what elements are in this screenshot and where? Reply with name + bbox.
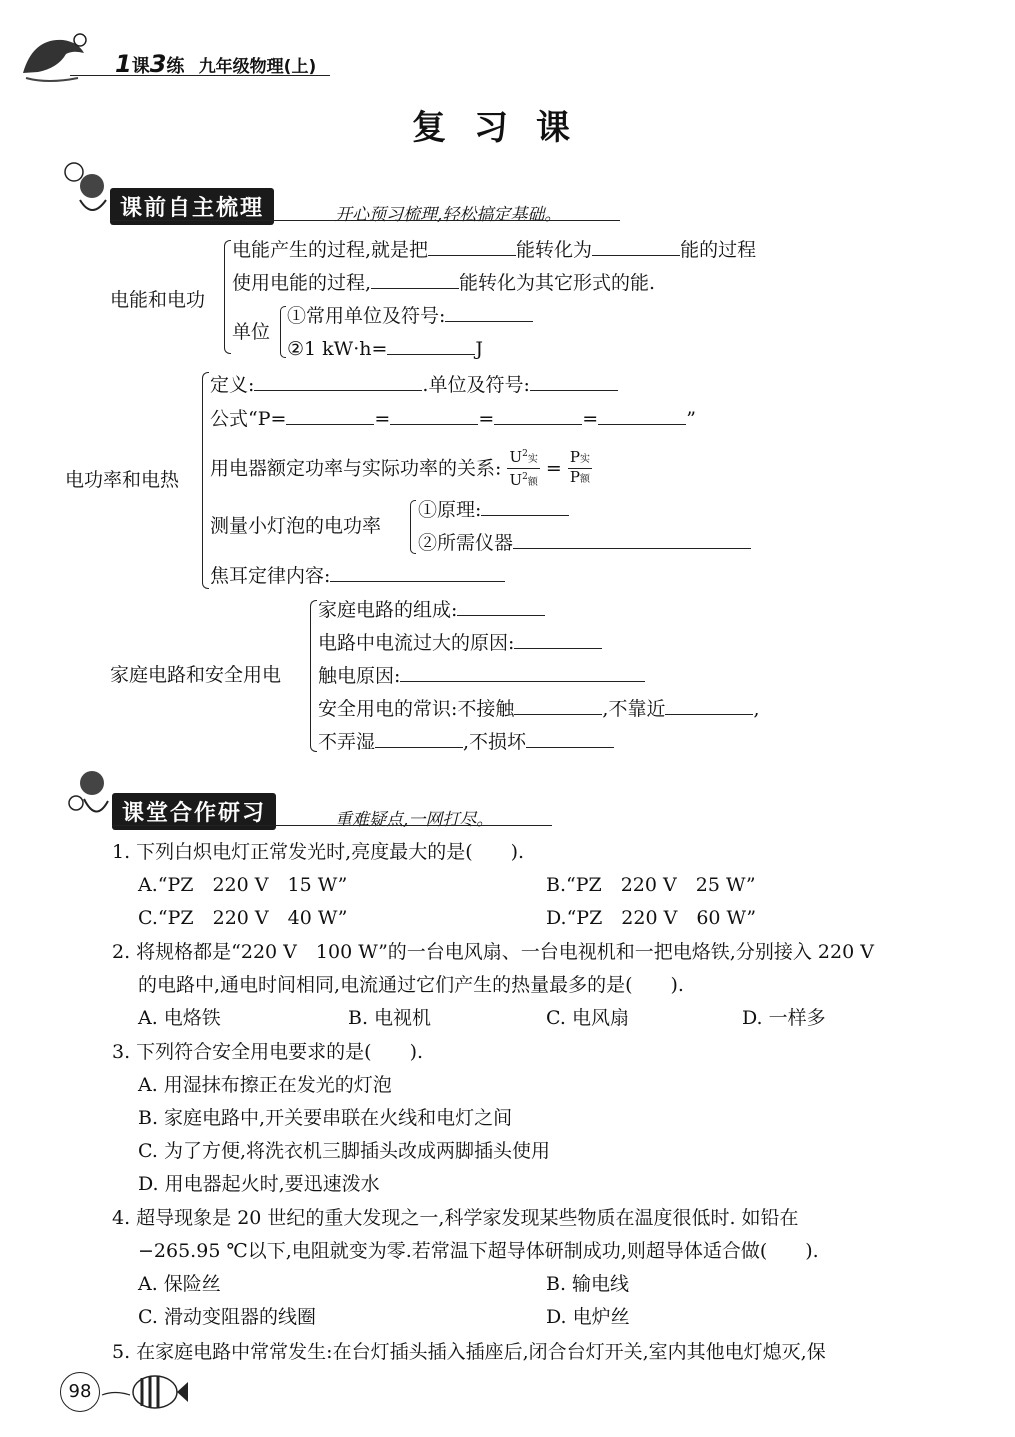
footer-fish-icon bbox=[100, 1370, 190, 1415]
group1-unit-label: 单位 bbox=[232, 321, 271, 343]
q2-option-d: D. 一样多 bbox=[742, 1007, 826, 1029]
section1-banner: 课前自主梳理 bbox=[110, 188, 274, 225]
group3-line4: 安全用电的常识:不接触 ,不靠近 , bbox=[318, 698, 760, 720]
group1-unit-brace bbox=[280, 306, 286, 358]
group3-brace bbox=[310, 600, 317, 752]
q4-option-d: D. 电炉丝 bbox=[546, 1306, 630, 1328]
q2-option-a: A. 电烙铁 bbox=[138, 1007, 221, 1029]
q3-option-c: C. 为了方便,将洗衣机三脚插头改成两脚插头使用 bbox=[138, 1140, 550, 1162]
group2-measure: 测量小灯泡的电功率 bbox=[210, 515, 382, 537]
q4-stem-line2: −265.95 ℃以下,电阻就变为零.若常温下超导体研制成功,则超导体适合做( ). bbox=[138, 1240, 819, 1262]
section2-rule bbox=[112, 825, 552, 826]
group2-label: 电功率和电热 bbox=[65, 469, 180, 491]
section2-banner: 课堂合作研习 bbox=[112, 793, 276, 830]
q1-option-d: D.“PZ 220 V 60 W” bbox=[546, 907, 757, 929]
group2-joule: 焦耳定律内容: bbox=[210, 563, 505, 588]
page-number: 98 bbox=[68, 1381, 92, 1402]
group2-measure-brace bbox=[410, 500, 416, 554]
group1-brace bbox=[224, 240, 231, 354]
page-number-badge bbox=[60, 1372, 100, 1412]
group3-line5: 不弄湿 ,不损坏 bbox=[318, 729, 614, 754]
q4-option-c: C. 滑动变阻器的线圈 bbox=[138, 1306, 316, 1328]
group2-formula: 公式“P= = = = ” bbox=[210, 408, 696, 430]
section1-mascot-icon bbox=[60, 160, 115, 220]
page-title: 复习课 bbox=[412, 108, 598, 148]
q1-option-c: C.“PZ 220 V 40 W” bbox=[138, 907, 348, 929]
group1-unit2: ②1 kW·h= J bbox=[287, 338, 484, 360]
header-brand: 1课3练 九年级物理(上) bbox=[115, 50, 317, 78]
header-rule bbox=[70, 75, 330, 76]
section2-slogan: 重难疑点,一网打尽。 bbox=[335, 810, 494, 830]
q4-stem-line1: 4. 超导现象是 20 世纪的重大发现之一,科学家发现某些物质在温度很低时. 如铅在 bbox=[112, 1207, 799, 1229]
q4-option-b: B. 输电线 bbox=[546, 1273, 630, 1295]
section2-mascot-icon bbox=[62, 765, 117, 825]
group1-label: 电能和电功 bbox=[110, 289, 206, 311]
q2-option-c: C. 电风扇 bbox=[546, 1007, 629, 1029]
header-course: 九年级物理(上) bbox=[198, 57, 317, 77]
group2-def: 定义: .单位及符号: bbox=[210, 372, 618, 397]
group2-measure2: ②所需仪器 bbox=[418, 530, 751, 555]
section1-slogan: 开心预习梳理,轻松搞定基础。 bbox=[335, 205, 562, 225]
q4-option-a: A. 保险丝 bbox=[138, 1273, 221, 1295]
q3-option-a: A. 用湿抹布擦正在发光的灯泡 bbox=[138, 1074, 392, 1096]
group1-line1: 电能产生的过程,就是把 能转化为 能的过程 bbox=[232, 239, 757, 261]
group2-brace bbox=[202, 372, 209, 589]
group3-line1: 家庭电路的组成: bbox=[318, 597, 545, 622]
q2-stem-line2: 的电路中,通电时间相同,电流通过它们产生的热量最多的是( ). bbox=[138, 974, 684, 996]
group1-unit1: ①常用单位及符号: bbox=[287, 303, 533, 328]
header-logo-dolphin-icon bbox=[18, 28, 88, 88]
group3-line3: 触电原因: bbox=[318, 663, 645, 688]
voltage-ratio: $\frac{U^2实}{U^2额}$ bbox=[509, 448, 538, 489]
group1-line2: 使用电能的过程, 能转化为其它形式的能. bbox=[232, 272, 656, 294]
group3-label: 家庭电路和安全用电 bbox=[110, 664, 282, 686]
group2-measure1: ①原理: bbox=[418, 497, 569, 522]
section1-rule bbox=[110, 220, 620, 221]
q3-stem: 3. 下列符合安全用电要求的是( ). bbox=[112, 1041, 424, 1063]
q1-option-b: B.“PZ 220 V 25 W” bbox=[546, 874, 756, 896]
q2-stem-line1: 2. 将规格都是“220 V 100 W”的一台电风扇、一台电视机和一把电烙铁,分别接入 220 V bbox=[112, 941, 874, 963]
group2-relation: 用电器额定功率与实际功率的关系: $\frac{U^2实}{U^2额}$ = $\frac{\text{P实}}{\text{P额}}$ bbox=[210, 448, 590, 489]
q3-option-d: D. 用电器起火时,要迅速泼水 bbox=[138, 1173, 380, 1195]
q3-option-b: B. 家庭电路中,开关要串联在火线和电灯之间 bbox=[138, 1107, 513, 1129]
group3-line2: 电路中电流过大的原因: bbox=[318, 630, 602, 655]
power-ratio: $\frac{\text{P实}}{\text{P额}}$ bbox=[569, 448, 590, 486]
q2-option-b: B. 电视机 bbox=[348, 1007, 432, 1029]
q5-stem-line1: 5. 在家庭电路中常常发生:在台灯插头插入插座后,闭合台灯开关,室内其他电灯熄灭,保 bbox=[112, 1341, 826, 1363]
q1-stem: 1. 下列白炽电灯正常发光时,亮度最大的是( ). bbox=[112, 841, 525, 863]
q1-option-a: A.“PZ 220 V 15 W” bbox=[138, 874, 348, 896]
